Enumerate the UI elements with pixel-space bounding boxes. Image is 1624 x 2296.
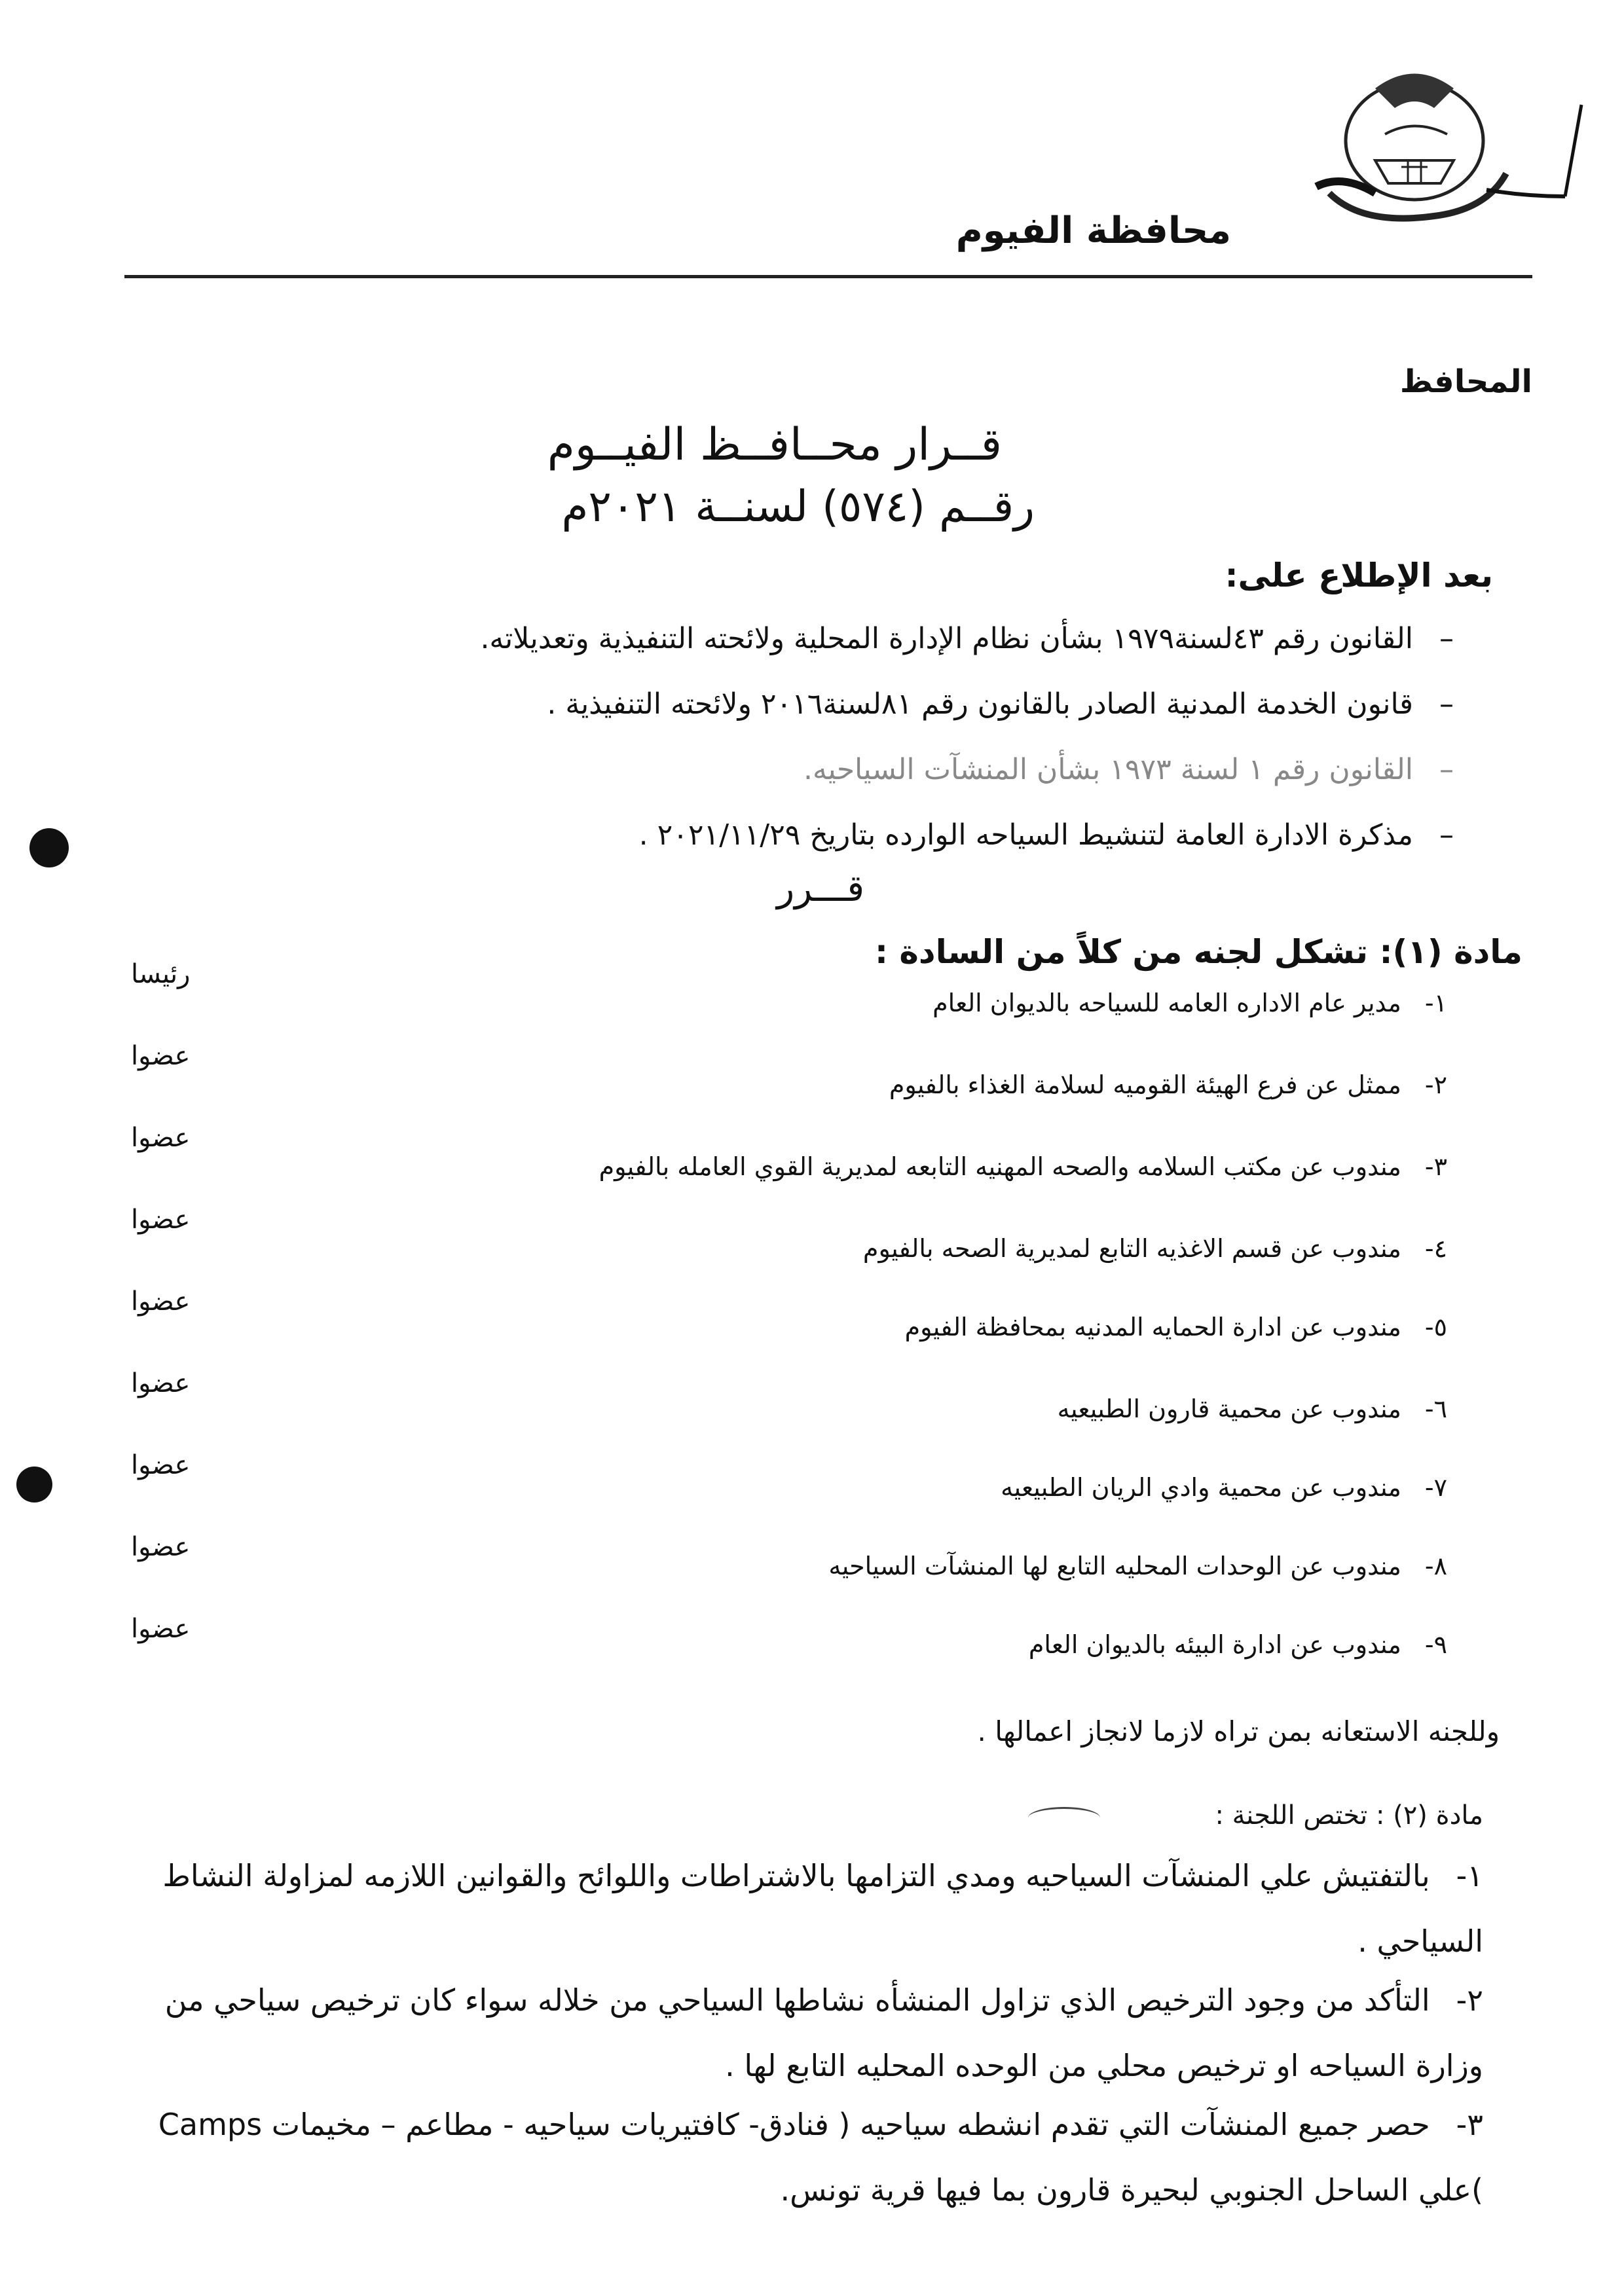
reference-text: قانون الخدمة المدنية الصادر بالقانون رقم ٨١لسنة٢٠١٦ ولائحته التنفيذية . (547, 687, 1413, 721)
header-divider (124, 275, 1532, 278)
member-text: مندوب عن مكتب السلامه والصحه المهنيه التابعه لمديرية القوي العامله بالفيوم (599, 1152, 1401, 1181)
member-number: ٣- (1424, 1152, 1447, 1181)
member-text: مندوب عن قسم الاغذيه التابع لمديرية الصحه بالفيوم (862, 1234, 1401, 1263)
reference-dash: – (1439, 687, 1454, 721)
member-text: مندوب عن محمية قارون الطبيعيه (1057, 1394, 1401, 1423)
member-role: عضوا (131, 1123, 191, 1153)
governor-title: المحافظ (1399, 363, 1532, 400)
member-text: ممثل عن فرع الهيئة القوميه لسلامة الغذاء بالفيوم (889, 1070, 1401, 1099)
committee-member (599, 1152, 1447, 1181)
committee-member (863, 1234, 1447, 1263)
committee-task (88, 1967, 1483, 2098)
member-role: عضوا (131, 1532, 191, 1562)
task-text: بالتفتيش علي المنشآت السياحيه ومدي التزامها بالاشتراطات واللوائح والقوانين اللازمه لمزاولة النشاط السياحي . (162, 1858, 1483, 1959)
decided-word: قـــرر (777, 867, 864, 910)
article-2-heading: مادة (٢) : تختص اللجنة : (1215, 1800, 1483, 1831)
task-text: حصر جميع المنشآت التي تقدم انشطه سياحيه ( فنادق- كافتيريات سياحيه - مطاعم – مخيمات Camps )علي الساحل الجنوبي لبحيرة قارون بما فيها قرية تونس. (158, 2107, 1483, 2208)
committee-task (88, 1843, 1483, 1974)
decision-title: قــرار محــافــظ الفيــوم (547, 419, 1002, 471)
task-text: التأكد من وجود الترخيص الذي تزاول المنشأه نشاطها السياحي من خلاله سواء كان ترخيص سياحي من وزارة السياحه او ترخيص محلي من الوحده المحليه التابع لها . (164, 1982, 1483, 2083)
reference-text: القانون رقم ١ لسنة ١٩٧٣ بشأن المنشآت السياحيه. (803, 753, 1413, 786)
reference-dash: – (1439, 818, 1454, 852)
member-text: مدير عام الاداره العامه للسياحه بالديوان العام (932, 989, 1401, 1017)
member-role: عضوا (131, 1450, 191, 1480)
reference-dash: – (1439, 622, 1454, 655)
reference-item (639, 818, 1454, 852)
member-role: عضوا (131, 1368, 191, 1398)
member-number: ٢- (1424, 1070, 1447, 1099)
member-number: ٤- (1424, 1234, 1447, 1263)
committee-member (1029, 1630, 1447, 1659)
committee-task (88, 2092, 1483, 2223)
task-number: ٣- (1456, 2107, 1483, 2142)
member-role: عضوا (131, 1614, 191, 1644)
member-number: ٥- (1424, 1313, 1447, 1341)
reference-text: القانون رقم ٤٣لسنة١٩٧٩ بشأن نظام الإدارة المحلية ولائحته التنفيذية وتعديلاته. (480, 622, 1413, 655)
member-role: عضوا (131, 1205, 191, 1235)
member-number: ٧- (1424, 1473, 1447, 1502)
committee-member (828, 1552, 1447, 1580)
member-text: مندوب عن الوحدات المحليه التابع لها المنشآت السياحيه (828, 1552, 1401, 1580)
reference-item (480, 622, 1454, 655)
member-text: مندوب عن محمية وادي الريان الطبيعيه (1001, 1473, 1401, 1502)
committee-member (932, 989, 1447, 1017)
reference-text: مذكرة الادارة العامة لتنشيط السياحه الوارده بتاريخ ٢٠٢١/١١/٢٩ . (638, 818, 1413, 852)
punch-hole (16, 1467, 52, 1503)
decision-number: رقــم (٥٧٤) لسنــة ٢٠٢١م (561, 481, 1035, 532)
reference-dash: – (1439, 753, 1454, 786)
article-1-heading: مادة (١): تشكل لجنه من كلاً من السادة : (875, 933, 1522, 971)
member-number: ٩- (1424, 1630, 1447, 1659)
committee-member (889, 1070, 1447, 1099)
punch-hole (29, 828, 69, 867)
preamble-heading: بعد الإطلاع على: (1225, 556, 1493, 594)
reference-item (803, 753, 1454, 786)
member-number: ١- (1424, 989, 1447, 1017)
task-number: ٢- (1456, 1982, 1483, 2018)
committee-assistance-note: وللجنه الاستعانه بمن تراه لازما لانجاز اعمالها . (977, 1715, 1500, 1747)
committee-member (1001, 1473, 1447, 1502)
member-role: عضوا (131, 1041, 191, 1071)
member-number: ٦- (1424, 1394, 1447, 1423)
member-text: مندوب عن ادارة البيئه بالديوان العام (1028, 1630, 1401, 1659)
signature-mark (1467, 98, 1598, 203)
task-number: ١- (1456, 1858, 1483, 1893)
member-role: عضوا (131, 1286, 191, 1317)
member-number: ٨- (1424, 1552, 1447, 1580)
reference-item (547, 687, 1454, 721)
governorate-name: محافظة الفيوم (955, 210, 1231, 252)
committee-member (1058, 1394, 1447, 1423)
committee-member (905, 1313, 1447, 1341)
member-role: رئيسا (131, 959, 191, 989)
member-text: مندوب عن ادارة الحمايه المدنيه بمحافظة الفيوم (904, 1313, 1401, 1341)
pen-stroke (1028, 1807, 1100, 1829)
